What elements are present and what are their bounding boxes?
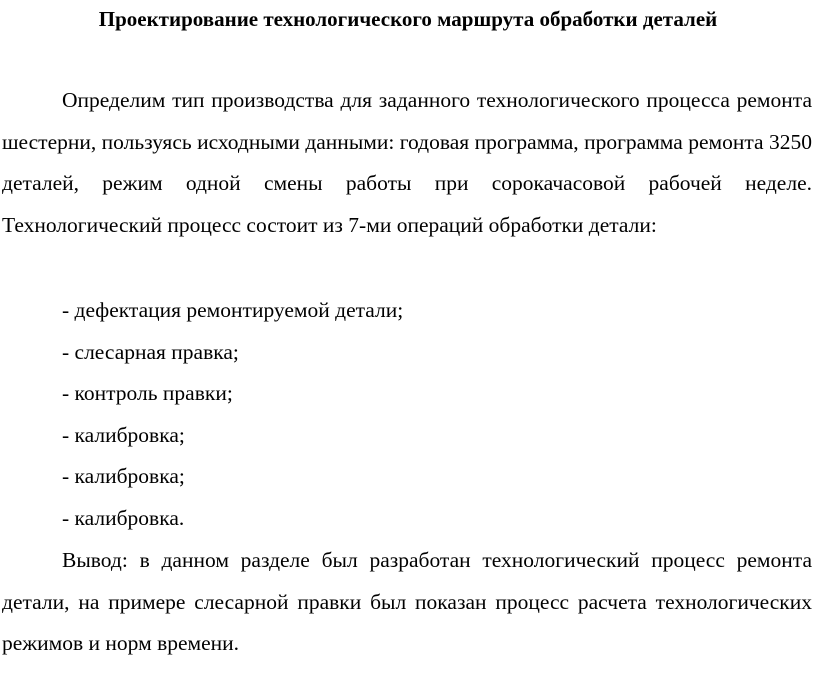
list-item: - контроль правки; <box>62 381 233 405</box>
list-item: - калибровка; <box>62 422 185 447</box>
document-title: Проектирование технологического маршрута обработки деталей <box>98 7 718 31</box>
list-item: - дефектация ремонтируемой детали; <box>62 298 404 322</box>
conclusion-paragraph <box>2 540 812 665</box>
list-item: - калибровка; <box>62 464 185 488</box>
operations-list <box>62 290 403 539</box>
list-item: - калибровка. <box>62 505 185 530</box>
conclusion-paragraph-text: Вывод: в данном разделе был разработан технологический процесс ремонта детали, на примере слесарной правки был показан процесс расчета технологических режимов и норм времени. <box>2 548 812 655</box>
list-item: - слесарная правка; <box>62 339 239 364</box>
intro-paragraph-text: Определим тип производства для заданного технологического процесса ремонта шестерни, пользуясь исходными данными: годовая программа, программа ремонта 3250 деталей, режим одной смены работы при сорокачасовой рабочей неделе. Технологический процесс состоит из 7-ми операций обработки детали: <box>2 88 812 237</box>
intro-paragraph <box>2 80 812 246</box>
